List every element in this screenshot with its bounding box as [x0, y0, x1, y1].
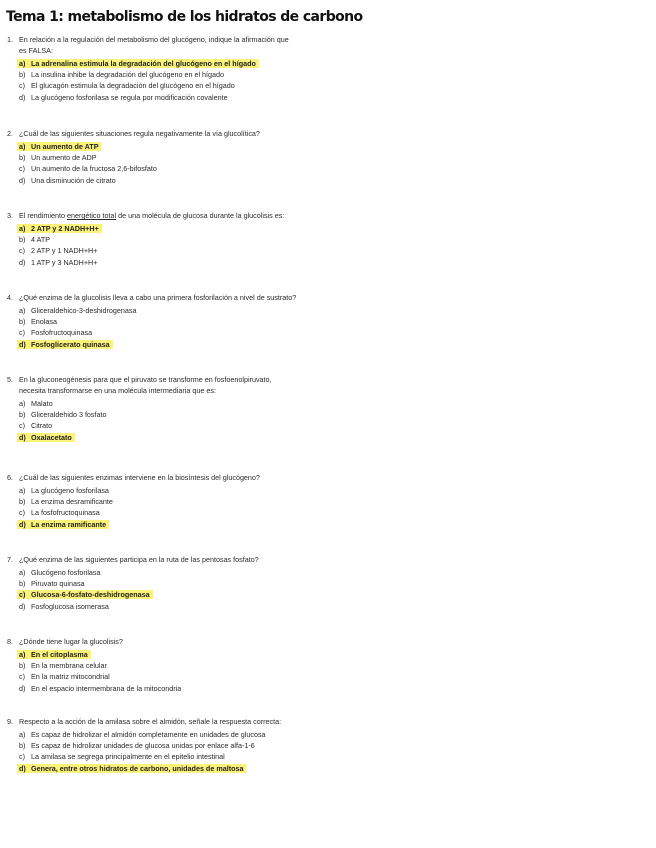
question-number: 4.	[7, 293, 13, 302]
option-text: La amilasa se segrega principalmente en el epitelio intestinal	[31, 752, 225, 762]
answer-wrap	[19, 399, 53, 408]
option-letter: c)	[19, 81, 25, 91]
highlighted-answer	[17, 764, 246, 773]
option-text: Un aumento de la fructosa 2,6-bifosfato	[31, 164, 157, 174]
question-number: 1.	[7, 35, 13, 44]
answer-wrap	[19, 508, 100, 517]
answer-wrap	[19, 317, 57, 326]
question-line: Respecto a la acción de la amilasa sobre el almidón, señale la respuesta correcta:	[19, 717, 282, 726]
question-text	[7, 292, 379, 303]
option-letter: b)	[19, 497, 26, 507]
answer-wrap	[19, 81, 235, 90]
option-text: La enzima ramificante	[31, 519, 107, 529]
highlighted-answer	[17, 650, 91, 659]
answer-option	[19, 578, 153, 589]
option-text: Citrato	[31, 421, 53, 431]
question-line: ¿Qué enzima de la glucolisis lleva a cabo una primera fosforilación a nivel de sustrato?	[19, 293, 297, 302]
option-letter: a)	[19, 306, 26, 315]
option-text: Fosfofructoquinasa	[31, 328, 93, 338]
option-text: La glucógeno fosforilasa	[31, 486, 109, 495]
highlighted-answer	[17, 433, 75, 442]
option-letter: d)	[19, 601, 26, 611]
option-text: El glucagón estimula la degradación del glucógeno en el hígado	[31, 81, 235, 91]
answer-options	[19, 305, 136, 350]
answer-option	[19, 316, 136, 327]
answer-option	[19, 751, 266, 762]
answer-options	[19, 485, 113, 530]
option-text: Glucosa-6-fosfato-deshidrogenasa	[31, 590, 150, 600]
highlighted-answer	[17, 520, 109, 529]
answer-wrap	[19, 602, 109, 611]
option-text: Oxalacetato	[31, 432, 72, 442]
answer-option	[19, 234, 102, 245]
question-number: 8.	[7, 637, 13, 646]
question-number: 7.	[7, 555, 13, 564]
highlighted-answer	[17, 142, 101, 151]
answer-options	[19, 58, 259, 103]
answer-options	[19, 729, 266, 774]
option-text: En la matriz mitocondrial	[31, 672, 110, 682]
highlighted-answer	[17, 224, 102, 233]
option-letter: a)	[19, 486, 26, 495]
option-letter: c)	[19, 508, 25, 518]
answer-wrap	[19, 497, 113, 506]
answer-wrap	[19, 258, 97, 267]
answer-option	[19, 567, 153, 578]
question-text	[7, 210, 379, 221]
question-text	[7, 716, 379, 727]
option-text: Gliceraldehico-3-deshidrogenasa	[31, 306, 137, 315]
question-number: 3.	[7, 211, 13, 220]
answer-option	[19, 69, 259, 80]
answer-wrap	[19, 661, 107, 670]
option-text: Es capaz de hidrolizar el almidón completamente en unidades de glucosa	[31, 730, 266, 739]
answer-wrap	[19, 164, 157, 173]
answer-wrap	[19, 741, 255, 750]
question-line: ¿Dónde tiene lugar la glucolisis?	[19, 637, 123, 646]
answer-option-correct	[19, 223, 102, 234]
answer-option	[19, 683, 181, 694]
option-text: La glucógeno fosforilasa se regula por modificación covalente	[31, 92, 228, 102]
answer-option	[19, 163, 157, 174]
option-letter: a)	[19, 650, 26, 659]
answer-options	[19, 649, 181, 694]
option-letter: b)	[19, 741, 26, 751]
answer-option	[19, 601, 153, 612]
highlighted-answer	[17, 590, 153, 599]
answer-option	[19, 175, 157, 186]
question-number: 2.	[7, 129, 13, 138]
question-text	[7, 554, 379, 565]
option-text: 4 ATP	[31, 235, 51, 245]
answer-options	[19, 567, 153, 612]
option-text: La enzima desramificante	[31, 497, 113, 507]
option-text: Fosfoglicerato quinasa	[31, 339, 110, 349]
option-letter: c)	[19, 164, 25, 174]
question-number: 5.	[7, 375, 13, 384]
option-letter: d)	[19, 92, 26, 102]
option-letter: c)	[19, 752, 25, 762]
question-text	[7, 128, 379, 139]
answer-wrap	[19, 752, 225, 761]
option-letter: b)	[19, 317, 26, 327]
option-text: Gliceraldehido 3 fosfato	[31, 410, 107, 420]
option-text: Un aumento de ATP	[31, 142, 99, 151]
answer-option	[19, 398, 107, 409]
option-letter: c)	[19, 672, 25, 682]
question-line: necesita transformarse en una molécula intermediaria que es:	[19, 386, 216, 395]
answer-option-correct	[19, 339, 136, 350]
option-letter: d)	[19, 432, 26, 442]
option-letter: d)	[19, 339, 26, 349]
answer-wrap	[19, 306, 136, 315]
option-text: La fosfofructoquinasa	[31, 508, 100, 518]
question-number: 6.	[7, 473, 13, 482]
option-text: Glucógeno fosforilasa	[31, 568, 101, 577]
option-text: La adrenalina estimula la degradación del glucógeno en el hígado	[31, 59, 256, 68]
answer-option	[19, 485, 113, 496]
answer-option	[19, 660, 181, 671]
option-text: Enolasa	[31, 317, 57, 327]
option-letter: a)	[19, 730, 26, 739]
option-letter: a)	[19, 224, 26, 233]
answer-option	[19, 245, 102, 256]
option-text: En el citoplasma	[31, 650, 88, 659]
answer-option	[19, 80, 259, 91]
answer-option-correct	[19, 141, 157, 152]
answer-wrap	[19, 730, 266, 739]
answer-wrap	[19, 176, 116, 185]
option-text: 2 ATP y 2 NADH+H+	[31, 224, 99, 233]
option-letter: a)	[19, 568, 26, 577]
answer-wrap	[19, 410, 107, 419]
question-line: ¿Cuál de las siguientes situaciones regula negativamente la vía glucolítica?	[19, 129, 260, 138]
question-text	[7, 34, 379, 56]
answer-option	[19, 92, 259, 103]
option-letter: c)	[19, 590, 26, 600]
answer-wrap	[19, 235, 50, 244]
option-text: Malato	[31, 399, 53, 408]
answer-option-correct	[19, 763, 266, 774]
option-letter: d)	[19, 763, 26, 773]
option-text: En la membrana celular	[31, 661, 107, 671]
option-letter: b)	[19, 70, 26, 80]
underlined-term: energético total	[66, 211, 117, 220]
answer-wrap	[19, 70, 224, 79]
answer-option-correct	[19, 432, 107, 443]
answer-option	[19, 420, 107, 431]
question-line: El rendimiento energético total de una molécula de glucosa durante la glucolisis es:	[19, 211, 285, 220]
question-text	[7, 472, 379, 483]
question-text	[7, 374, 379, 396]
answer-options	[19, 398, 107, 443]
option-letter: c)	[19, 328, 25, 338]
answer-wrap	[19, 328, 92, 337]
option-letter: b)	[19, 410, 26, 420]
option-text: En el espacio intermembrana de la mitocondria	[31, 683, 182, 693]
option-text: Es capaz de hidrolizar unidades de glucosa unidas por enlace alfa-1-6	[31, 741, 255, 751]
question-number: 9.	[7, 717, 13, 726]
answer-option-correct	[19, 589, 153, 600]
option-letter: b)	[19, 235, 26, 245]
option-letter: d)	[19, 257, 26, 267]
option-text: Una disminución de citrato	[31, 175, 116, 185]
answer-wrap	[19, 246, 97, 255]
answer-option-correct	[19, 649, 181, 660]
answer-wrap	[19, 486, 109, 495]
option-letter: c)	[19, 421, 25, 431]
answer-option-correct	[19, 519, 113, 530]
option-letter: b)	[19, 661, 26, 671]
answer-options	[19, 141, 157, 186]
answer-options	[19, 223, 102, 268]
question-line: es FALSA:	[19, 46, 53, 55]
highlighted-answer	[17, 340, 113, 349]
answer-option	[19, 729, 266, 740]
option-letter: d)	[19, 175, 26, 185]
question-text	[7, 636, 379, 647]
answer-option	[19, 409, 107, 420]
answer-option	[19, 496, 113, 507]
answer-option	[19, 327, 136, 338]
option-letter: c)	[19, 246, 25, 256]
option-letter: a)	[19, 59, 26, 68]
answer-option	[19, 671, 181, 682]
answer-wrap	[19, 421, 52, 430]
question-line: En la gluconeogénesis para que el piruvato se transforme en fosfoenolpiruvato,	[19, 375, 272, 384]
highlighted-answer	[17, 59, 259, 68]
answer-option	[19, 507, 113, 518]
answer-option	[19, 257, 102, 268]
option-letter: a)	[19, 142, 26, 151]
question-line: En relación a la regulación del metabolismo del glucógeno, indique la afirmación que	[19, 35, 289, 44]
answer-wrap	[19, 93, 228, 102]
option-text: Fosfoglucosa isomerasa	[31, 601, 109, 611]
option-text: Genera, entre otros hidratos de carbono, unidades de maltosa	[31, 763, 244, 773]
option-text: 1 ATP y 3 NADH+H+	[31, 257, 98, 267]
answer-option	[19, 740, 266, 751]
answer-option	[19, 152, 157, 163]
option-text: Piruvato quinasa	[31, 579, 85, 589]
answer-wrap	[19, 568, 101, 577]
option-text: 2 ATP y 1 NADH+H+	[31, 246, 98, 256]
option-letter: d)	[19, 683, 26, 693]
answer-wrap	[19, 579, 85, 588]
question-line: ¿Qué enzima de las siguientes participa en la ruta de las pentosas fosfato?	[19, 555, 259, 564]
answer-wrap	[19, 684, 181, 693]
option-letter: b)	[19, 579, 26, 589]
question-line: ¿Cuál de las siguientes enzimas interviene en la biosíntesis del glucógeno?	[19, 473, 260, 482]
answer-option-correct	[19, 58, 259, 69]
option-letter: a)	[19, 399, 26, 408]
option-text: Un aumento de ADP	[31, 153, 97, 163]
answer-wrap	[19, 153, 97, 162]
page-title: Tema 1: metabolismo de los hidratos de carbono	[6, 9, 363, 25]
answer-option	[19, 305, 136, 316]
option-text: La insulina inhibe la degradación del glucógeno en el hígado	[31, 70, 225, 80]
option-letter: d)	[19, 519, 26, 529]
answer-wrap	[19, 672, 110, 681]
option-letter: b)	[19, 153, 26, 163]
